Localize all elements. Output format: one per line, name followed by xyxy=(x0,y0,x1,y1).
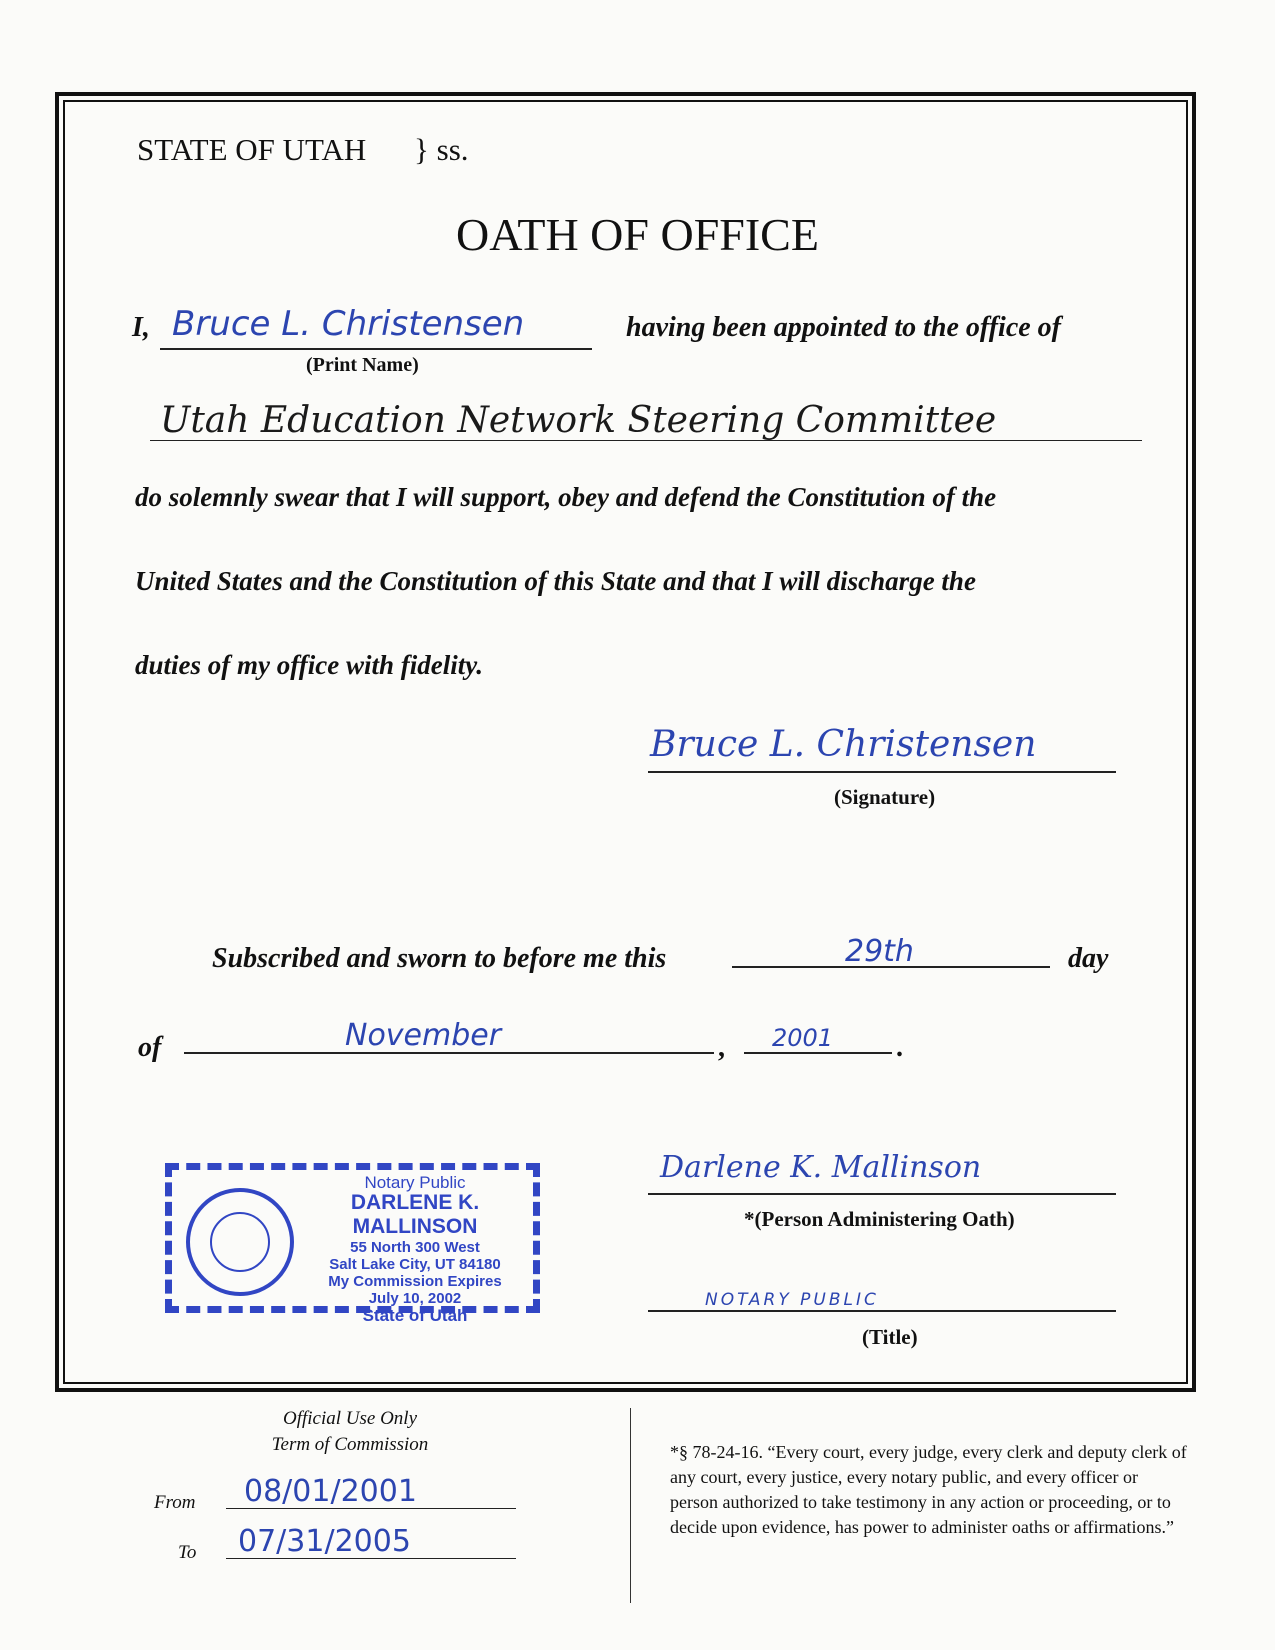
notary-stamp xyxy=(165,1163,540,1325)
print-name-value: Bruce L. Christensen xyxy=(172,304,525,344)
subscribed-text: Subscribed and sworn to before me this xyxy=(212,943,667,974)
office-value: Utah Education Network Steering Committee xyxy=(160,400,997,441)
oath-line-3: duties of my office with fidelity. xyxy=(135,650,483,680)
from-label: From xyxy=(154,1492,196,1513)
appointed-text: having been appointed to the office of xyxy=(626,312,1061,343)
ss-mark: } ss. xyxy=(414,132,469,167)
print-name-line xyxy=(160,348,592,350)
term-heading: Term of Commission xyxy=(271,1434,429,1455)
month-line xyxy=(184,1052,714,1054)
stamp-line-7: State of Utah xyxy=(362,1306,468,1325)
to-line xyxy=(226,1558,516,1559)
signature-caption: (Signature) xyxy=(834,785,936,809)
stamp-line-2: DARLENE K. MALLINSON xyxy=(350,1191,480,1238)
stamp-line-5: My Commission Expires xyxy=(328,1273,502,1290)
office-line xyxy=(150,440,1142,441)
day-line xyxy=(732,966,1050,968)
administrator-line xyxy=(648,1193,1116,1195)
document-title: OATH OF OFFICE xyxy=(456,209,819,260)
from-value: 08/01/2001 xyxy=(244,1474,417,1509)
oath-line-2: United States and the Constitution of this State and that I will discharge the xyxy=(135,566,976,596)
to-label: To xyxy=(178,1542,197,1563)
month-value: November xyxy=(345,1018,502,1053)
state-seal-icon xyxy=(186,1188,294,1296)
of-label: of xyxy=(138,1032,162,1063)
year-value: 2001 xyxy=(772,1024,834,1052)
year-period: . xyxy=(896,1032,903,1063)
title-line xyxy=(648,1310,1116,1312)
title-caption: (Title) xyxy=(862,1325,918,1349)
administrator-caption: *(Person Administering Oath) xyxy=(744,1207,1015,1231)
seal-center xyxy=(210,1212,270,1272)
print-name-caption: (Print Name) xyxy=(306,354,419,376)
day-value: 29th xyxy=(845,934,914,969)
state-heading: STATE OF UTAH xyxy=(137,132,367,167)
stamp-line-4: Salt Lake City, UT 84180 xyxy=(329,1256,501,1273)
oath-prefix: I, xyxy=(132,312,150,343)
to-value: 07/31/2005 xyxy=(238,1524,411,1559)
section-divider xyxy=(630,1408,631,1603)
signature-line xyxy=(648,771,1116,773)
stamp-line-3: 55 North 300 West xyxy=(350,1239,480,1256)
signature-value: Bruce L. Christensen xyxy=(650,724,1037,765)
from-line xyxy=(226,1508,516,1509)
stamp-line-1: Notary Public xyxy=(364,1173,466,1192)
title-value: NOTARY PUBLIC xyxy=(705,1290,879,1310)
oath-line-1: do solemnly swear that I will support, obey and defend the Constitution of the xyxy=(135,482,997,512)
statute-note: *§ 78-24-16. “Every court, every judge, every clerk and deputy clerk of any court, every justice, every notary public, and every officer or person authorized to take testimony in any action or proceeding, or to decide upon evidence, has power to administer oaths or affirmations.” xyxy=(670,1442,1187,1537)
stamp-line-6: July 10, 2002 xyxy=(368,1290,462,1307)
year-line xyxy=(744,1052,892,1054)
day-label: day xyxy=(1068,943,1109,974)
official-use-heading: Official Use Only xyxy=(282,1408,418,1429)
administrator-signature: Darlene K. Mallinson xyxy=(660,1150,982,1185)
month-comma: , xyxy=(718,1032,725,1063)
